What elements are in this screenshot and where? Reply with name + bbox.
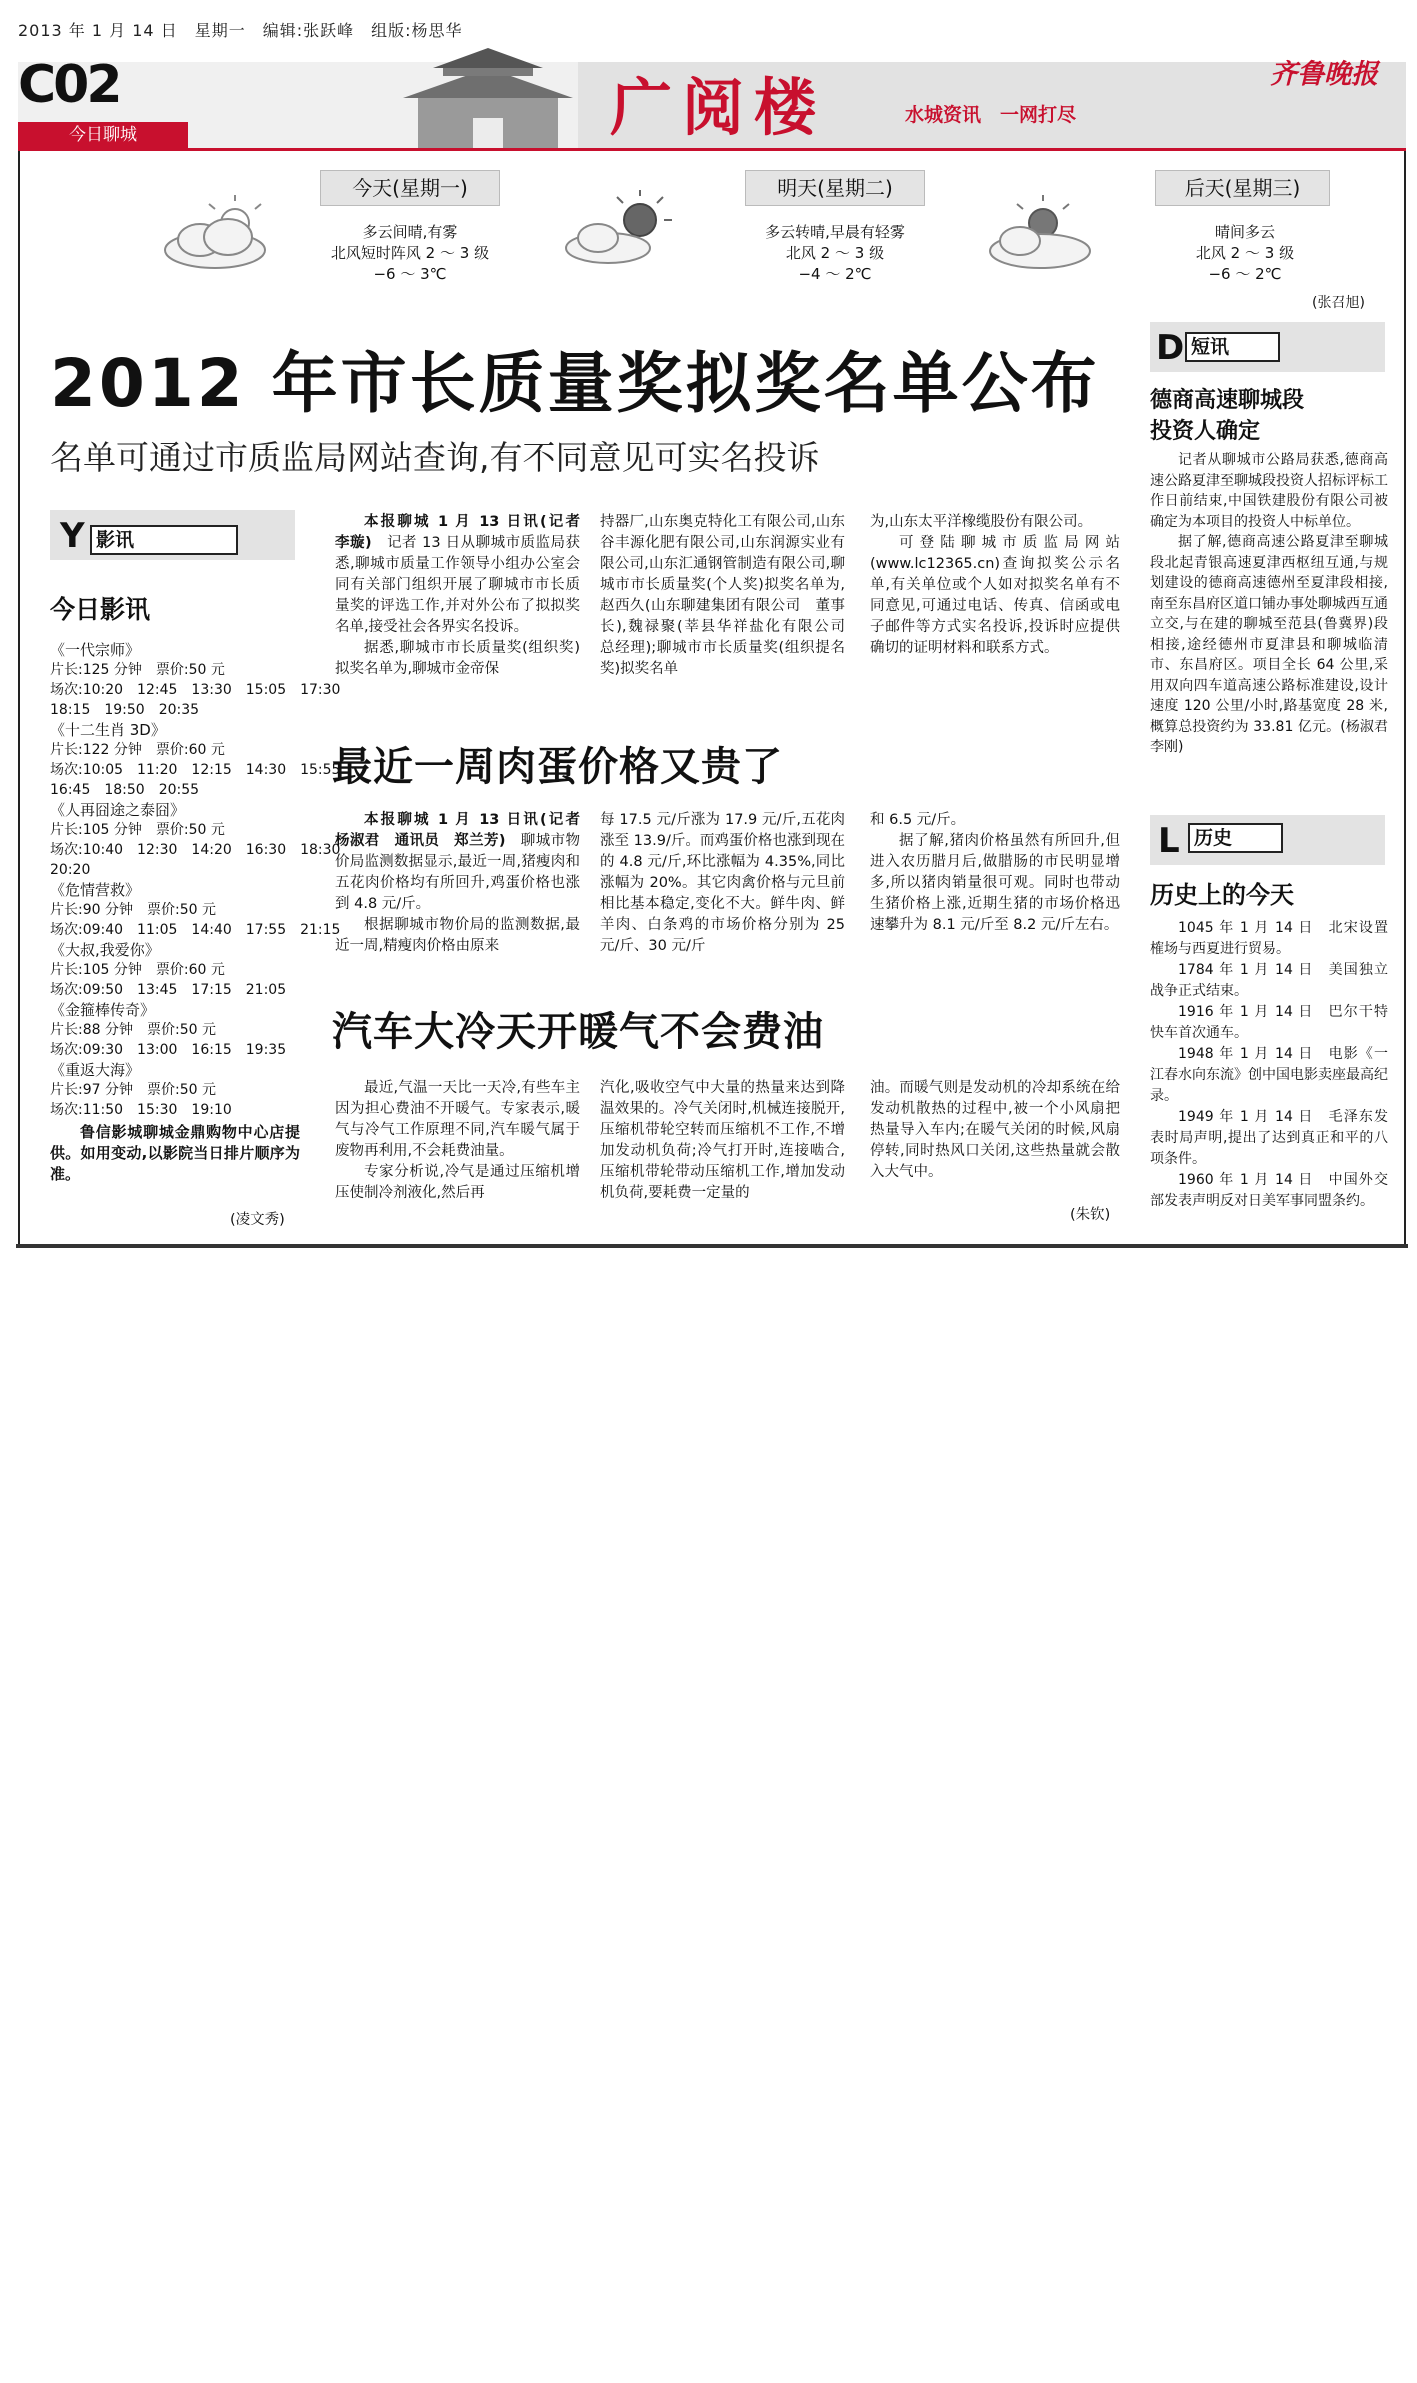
list-item: 1045 年 1 月 14 日 北宋设置榷场与西夏进行贸易。 [1150,920,1388,957]
movie-item: 《一代宗师》 片长:125 分钟 票价:50 元 场次:10:20 12:45 13:30 15:05 17:30 18:15 19:50 20:35 [50,641,341,718]
list-item: 1960 年 1 月 14 日 中国外交部发表声明反对日美军事同盟条约。 [1150,1172,1388,1209]
story2-headline: 最近一周肉蛋价格又贵了 [332,744,783,790]
weather-after-text: 晴间多云 北风 2 ～ 3 级 −6 ～ 2℃ [1195,223,1295,283]
history-letter: L [1158,821,1180,861]
list-item: 1916 年 1 月 14 日 巴尔干特快车首次通车。 [1150,1004,1388,1041]
movie-item: 《人再囧途之泰囧》 片长:105 分钟 票价:50 元 场次:10:40 12:30 14:20 16:30 18:30 20:20 [50,801,341,878]
movie-list [50,640,341,1185]
weather-day-tomorrow: 明天(星期二) [745,170,925,206]
movie-item: 《大叔,我爱你》 片长:105 分钟 票价:60 元 场次:09:50 13:45 17:15 21:05 [50,941,287,998]
movies-letter: Y [60,516,85,556]
movie-item: 《金箍棒传奇》 片长:88 分钟 票价:50 元 场次:09:30 13:00 16:15 19:35 [50,1001,287,1058]
weather-tomorrow-text: 多云转晴,早晨有轻雾 北风 2 ～ 3 级 −4 ～ 2℃ [765,223,905,283]
story2-col-3: 和 6.5 元/斤。 据了解,猪肉价格虽然有所回升,但进入农历腊月后,做腊肠的市民明显增多,所以猪肉销量很可观。同时也带动生猪价格上涨,近期生猪的市场价格迅速攀升为 8.1 元/斤至 8.2 元/斤左右。 [870,812,1120,933]
movie-item: 《危情营救》 片长:90 分钟 票价:50 元 场次:09:40 11:05 14:40 17:55 21:15 [50,881,341,938]
movies-tag: 影讯 [90,525,238,555]
movie-item: 《重返大海》 片长:97 分钟 票价:50 元 场次:11:50 15:30 19:10 [50,1061,232,1118]
brief-header [1150,322,1385,372]
history-header [1150,815,1385,865]
history-tag: 历史 [1188,823,1283,853]
dateline: 2013 年 1 月 14 日 星期一 编辑:张跃峰 组版:杨思华 [18,21,463,40]
story3-col-3: 油。而暖气则是发动机的冷却系统在给发动机散热的过程中,被一个小风扇把热量导入车内;在暖气关闭的时候,风扇停转,同时热风口关闭,这些热量就会散入大气中。 [870,1080,1120,1180]
brief-title: 德商高速聊城段 投资人确定 [1150,388,1305,444]
story3-headline: 汽车大冷天开暖气不会费油 [332,1009,824,1055]
main-story-col-2: 持器厂,山东奥克特化工有限公司,山东谷丰源化肥有限公司,山东润源实业有限公司,山东汇通钢管制造有限公司,聊城市市长质量奖(个人奖)拟奖名单为,赵西久(山东聊建集团有限公司 董事长),魏禄聚(莘县华祥盐化有限公司 总经理);聊城市市长质量奖(组织提名奖)拟奖名单 [600,514,860,677]
list-item: 1949 年 1 月 14 日 毛泽东发表时局声明,提出了达到真正和平的八项条件。 [1150,1109,1388,1167]
story3-col-1: 最近,气温一天比一天冷,有些车主因为担心费油不开暖气。专家表示,暖气与冷气工作原理不同,汽车暖气属于废物再利用,不会耗费油量。 专家分析说,冷气是通过压缩机增压使制冷剂液化,然后再 [335,1080,580,1201]
weather-day-today: 今天(星期一) [320,170,500,206]
brief-tag: 短讯 [1185,332,1280,362]
movies-credit: (凌文秀) [230,1212,285,1228]
list-item: 1948 年 1 月 14 日 电影《一江春水向东流》创中国电影卖座最高纪录。 [1150,1046,1388,1104]
story2-col-1: 本报聊城 1 月 13 日讯(记者 杨淑君 通讯员 郑兰芳) 聊城市物价局监测数据显示,最近一周,猪瘦肉和五花肉价格均有所回升,鸡蛋价格也涨到 4.8 元/斤。 根据聊城市物价局的监测数据,最近一周,精瘦肉价格由原来 [335,812,595,954]
story2-col-2: 每 17.5 元/斤涨为 17.9 元/斤,五花肉涨至 13.9/斤。而鸡蛋价格也涨到现在的 4.8 元/斤,环比涨幅为 4.35%,同比涨幅为 20%。其它肉禽价格与元旦前相比基本稳定,变化不大。鲜牛肉、鲜羊肉、白条鸡的市场价格分别为 25 元/斤、30 元/斤 [600,812,845,954]
movies-note: 鲁信影城聊城金鼎购物中心店提供。如用变动,以影院当日排片顺序为准。 [50,1123,300,1183]
history-title: 历史上的今天 [1150,881,1294,909]
story3-credit: (朱钦) [1070,1207,1111,1223]
story3-col-2: 汽化,吸收空气中大量的热量来达到降温效果的。冷气关闭时,机械连接脱开,压缩机带轮空转而压缩机不工作,不增加发动机负荷;冷气打开时,连接啮合,压缩机带轮带动压缩机工作,增加发动机负荷,要耗费一定量的 [600,1080,845,1201]
brief-body: 记者从聊城市公路局获悉,德商高速公路夏津至聊城段投资人招标评标工作日前结束,中国铁建股份有限公司被确定为本项目的投资人中标单位。 据了解,德商高速公路夏津至聊城段北起青银高速夏津西枢纽互通,与规划建设的德商高速德州至夏津段相接,南至东昌府区道口铺办事处聊城西互通立交,与在建的聊城至范县(鲁冀界)段相接,途经德州市夏津县和聊城临清市、东昌府区。项目全长 64 公里,采用双向四车道高速公路标准建设,设计速度 120 公里/小时,路基宽度 28 米,概算总投资约为 33.81 亿元。(杨淑君 李刚) [1150,452,1402,755]
page-number: C02 [18,55,120,115]
main-story-col-3: 为,山东太平洋橡缆股份有限公司。 可登陆聊城市质监局网站(www.lc12365.cn)查询拟奖公示名单,有关单位或个人如对拟奖名单有不同意见,可通过电话、传真、信函或电子邮件等方式实名投诉,投诉时应提供确切的证明材料和联系方式。 [870,514,1120,656]
movies-header [50,510,295,560]
main-subhead: 名单可通过市质监局网站查询,有不同意见可实名投诉 [50,438,820,477]
main-story-col-1: 本报聊城 1 月 13 日讯(记者 李璇) 记者 13 日从聊城市质监局获悉,聊城市质量工作领导小组办公室会同有关部门组织开展了聊城市市长质量奖的评选工作,并对外公布了拟拟奖名单,接受社会各界实名投诉。 据悉,聊城市市长质量奖(组织奖)拟奖名单为,聊城市金帝保 [335,514,595,677]
page-bottom-rule [16,1244,1408,1248]
masthead-slogan: 水城资讯 一网打尽 [905,104,1077,126]
cloud-sun-icon [985,195,1105,275]
history-list [1150,918,1388,1212]
sun-cloud-icon [560,190,680,275]
list-item: 1784 年 1 月 14 日 美国独立战争正式结束。 [1150,962,1388,999]
section-tag: 今日聊城 [18,122,188,148]
weather-day-after: 后天(星期三) [1155,170,1330,206]
movie-item: 《十二生肖 3D》 片长:122 分钟 票价:60 元 场次:10:05 11:20 12:15 14:30 15:55 16:45 18:50 20:55 [50,721,341,798]
movies-title: 今日影讯 [50,595,151,624]
newspaper-logo: 齐鲁晚报 [1270,59,1378,90]
brief-letter: D [1156,328,1185,368]
weather-today-text: 多云间晴,有雾 北风短时阵风 2 ～ 3 级 −6 ～ 3℃ [330,223,490,283]
cloud-sun-icon [160,195,280,275]
main-headline: 2012 年市长质量奖拟奖名单公布 [50,345,1100,422]
masthead-title: 广阅楼 [610,71,827,144]
weather-credit: (张召旭) [1312,295,1365,311]
